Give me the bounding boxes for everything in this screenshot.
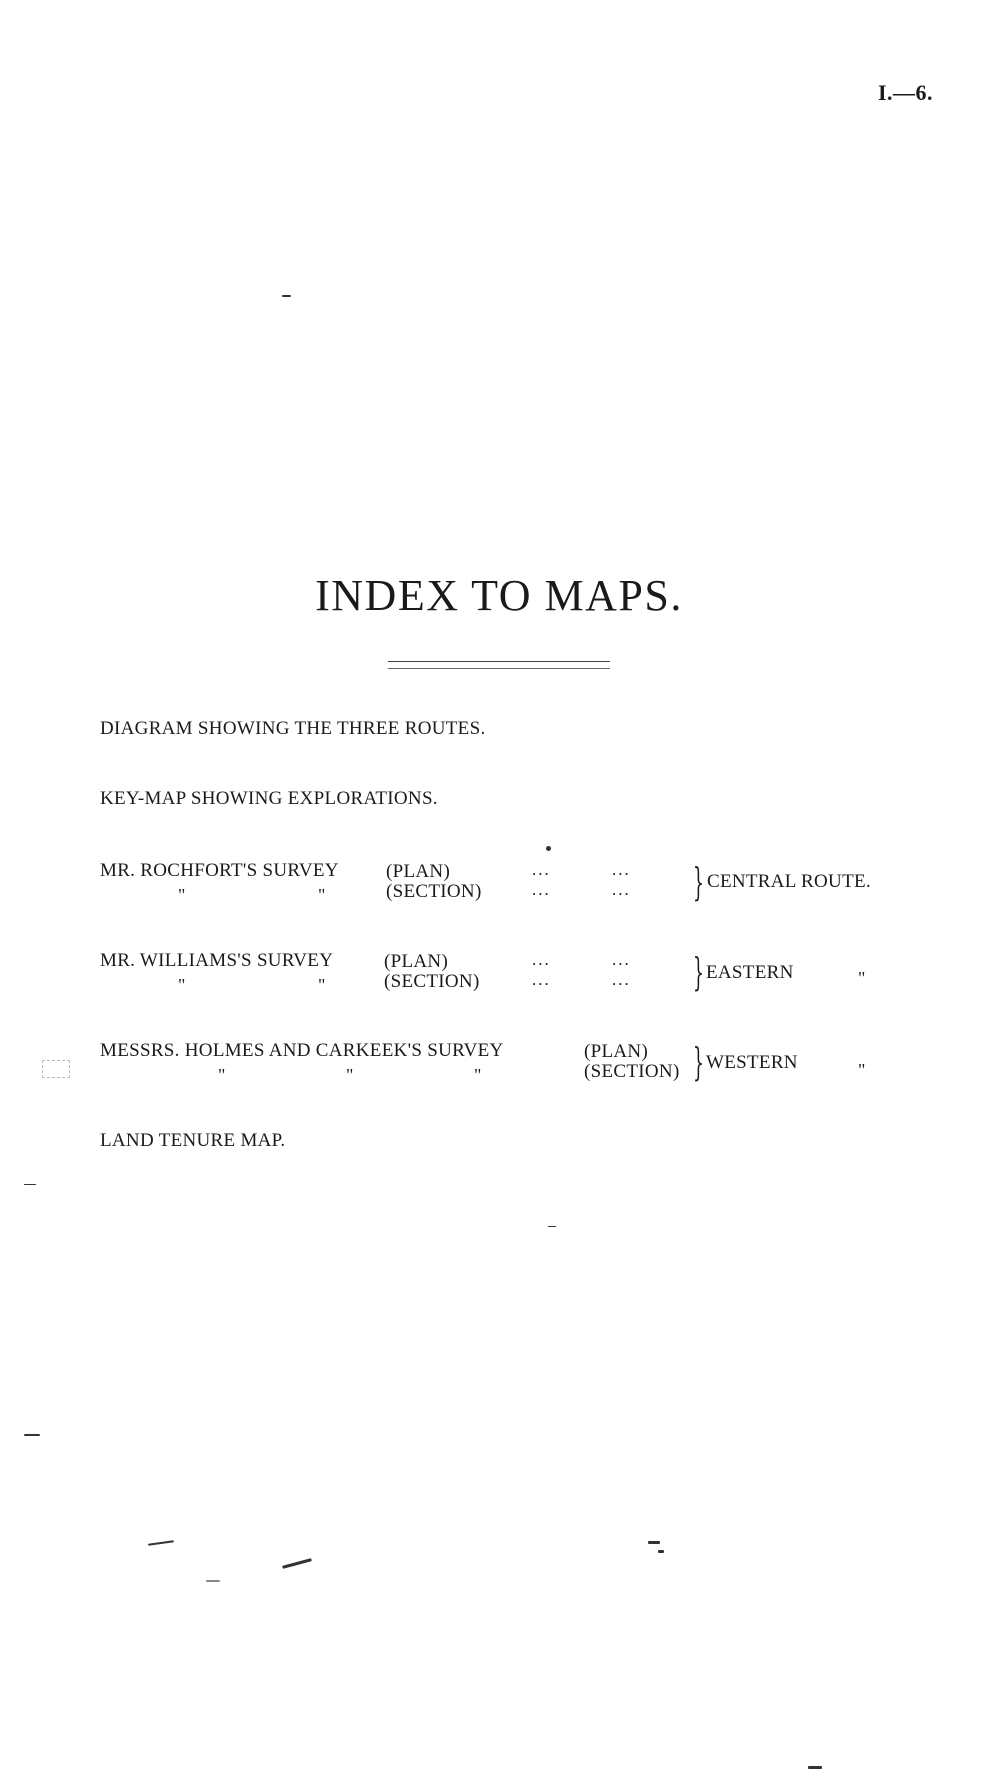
rochfort-ditto-1: " bbox=[178, 885, 186, 905]
williams-dots-3: ... bbox=[612, 950, 631, 969]
holmes-section: (SECTION) bbox=[584, 1061, 680, 1082]
holmes-route: WESTERN bbox=[706, 1052, 798, 1073]
speck bbox=[24, 1434, 40, 1436]
holmes-route-ditto: " bbox=[858, 1060, 866, 1080]
williams-section: (SECTION) bbox=[384, 971, 480, 992]
rochfort-ditto-2: " bbox=[318, 885, 326, 905]
title-rule bbox=[388, 661, 610, 669]
rochfort-dots-2: ... bbox=[532, 880, 551, 899]
williams-brace: } bbox=[693, 950, 704, 994]
williams-dots-2: ... bbox=[532, 970, 551, 989]
rochfort-dots-4: ... bbox=[612, 880, 631, 899]
speck bbox=[282, 1558, 312, 1569]
speck bbox=[808, 1766, 822, 1769]
entry-land-tenure: LAND TENURE MAP. bbox=[100, 1130, 286, 1151]
speck bbox=[42, 1060, 70, 1078]
speck bbox=[658, 1550, 664, 1553]
holmes-brace: } bbox=[693, 1040, 704, 1084]
holmes-ditto-1: " bbox=[218, 1065, 226, 1085]
williams-dots-1: ... bbox=[532, 950, 551, 969]
speck bbox=[648, 1541, 660, 1544]
holmes-ditto-2: " bbox=[346, 1065, 354, 1085]
rochfort-dots-3: ... bbox=[612, 860, 631, 879]
speck bbox=[548, 1226, 556, 1227]
rochfort-section: (SECTION) bbox=[386, 881, 482, 902]
williams-ditto-1: " bbox=[178, 975, 186, 995]
holmes-plan: (PLAN) bbox=[584, 1041, 649, 1062]
rochfort-route: CENTRAL ROUTE. bbox=[707, 871, 871, 892]
rochfort-dots-1: ... bbox=[532, 860, 551, 879]
page-title: INDEX TO MAPS. bbox=[315, 571, 683, 620]
page-number: I.—6. bbox=[878, 80, 934, 105]
speck bbox=[282, 295, 291, 297]
entry-keymap: KEY-MAP SHOWING EXPLORATIONS. bbox=[100, 788, 438, 809]
speck bbox=[24, 1184, 36, 1185]
speck bbox=[546, 846, 551, 851]
rochfort-brace: } bbox=[693, 860, 704, 904]
williams-route-ditto: " bbox=[858, 968, 866, 988]
rochfort-plan: (PLAN) bbox=[386, 861, 451, 882]
rochfort-survey-name: MR. ROCHFORT'S SURVEY bbox=[100, 860, 339, 881]
williams-survey-name: MR. WILLIAMS'S SURVEY bbox=[100, 950, 334, 971]
entry-diagram: DIAGRAM SHOWING THE THREE ROUTES. bbox=[100, 718, 486, 739]
holmes-survey-name: MESSRS. HOLMES AND CARKEEK'S SURVEY bbox=[100, 1040, 504, 1061]
speck bbox=[148, 1540, 174, 1546]
williams-ditto-2: " bbox=[318, 975, 326, 995]
williams-route: EASTERN bbox=[706, 962, 794, 983]
holmes-ditto-3: " bbox=[474, 1065, 482, 1085]
williams-plan: (PLAN) bbox=[384, 951, 449, 972]
speck bbox=[206, 1580, 220, 1582]
williams-dots-4: ... bbox=[612, 970, 631, 989]
